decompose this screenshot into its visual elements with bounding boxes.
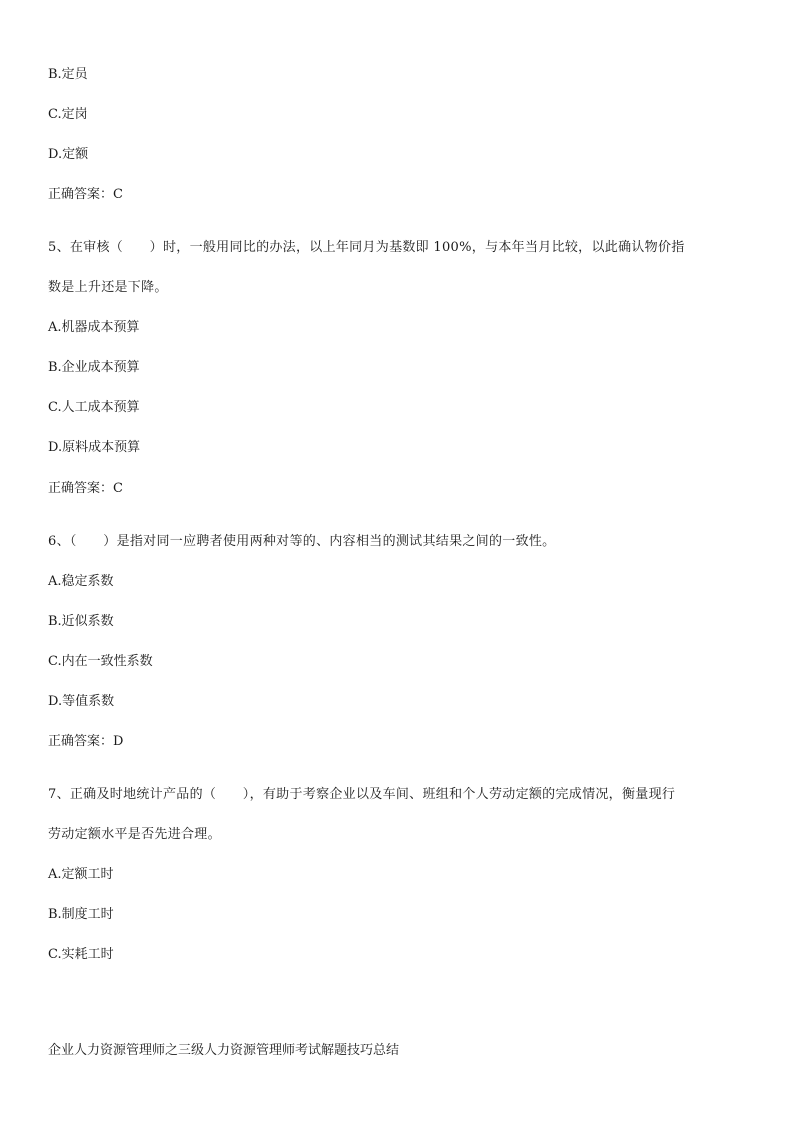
question-5-option-d: D.原料成本预算 [48, 440, 141, 455]
question-5-text-line2: 数是上升还是下降。 [48, 280, 168, 295]
option-d: D.定额 [48, 147, 89, 162]
question-5-option-a: A.机器成本预算 [48, 320, 140, 335]
question-6-option-a: A.稳定系数 [48, 574, 114, 589]
question-6-option-c: C.内在一致性系数 [48, 654, 153, 669]
question-5-option-c: C.人工成本预算 [48, 400, 140, 415]
document-footer-title: 企业人力资源管理师之三级人力资源管理师考试解题技巧总结 [48, 1043, 400, 1058]
question-5-option-b: B.企业成本预算 [48, 360, 140, 375]
question-7-text-line2: 劳动定额水平是否先进合理。 [48, 827, 221, 842]
question-5-answer: 正确答案：C [48, 481, 123, 496]
question-7-option-c: C.实耗工时 [48, 947, 114, 962]
answer-text: 正确答案：C [48, 187, 123, 202]
question-6-option-b: B.近似系数 [48, 614, 114, 629]
question-7-option-b: B.制度工时 [48, 907, 114, 922]
question-7-option-a: A.定额工时 [48, 867, 114, 882]
question-7-text-line1: 7、正确及时地统计产品的（ ），有助于考察企业以及车间、班组和个人劳动定额的完成情况，衡量现行 [48, 787, 676, 802]
question-5-text-line1: 5、在审核（ ）时，一般用同比的办法，以上年同月为基数即 100%，与本年当月比较，以此确认物价指 [48, 240, 685, 255]
question-6-option-d: D.等值系数 [48, 694, 115, 709]
option-c: C.定岗 [48, 107, 88, 122]
question-6-text: 6、（ ）是指对同一应聘者使用两种对等的、内容相当的测试其结果之间的一致性。 [48, 534, 556, 549]
question-6-answer: 正确答案：D [48, 734, 124, 749]
option-b: B.定员 [48, 67, 88, 82]
